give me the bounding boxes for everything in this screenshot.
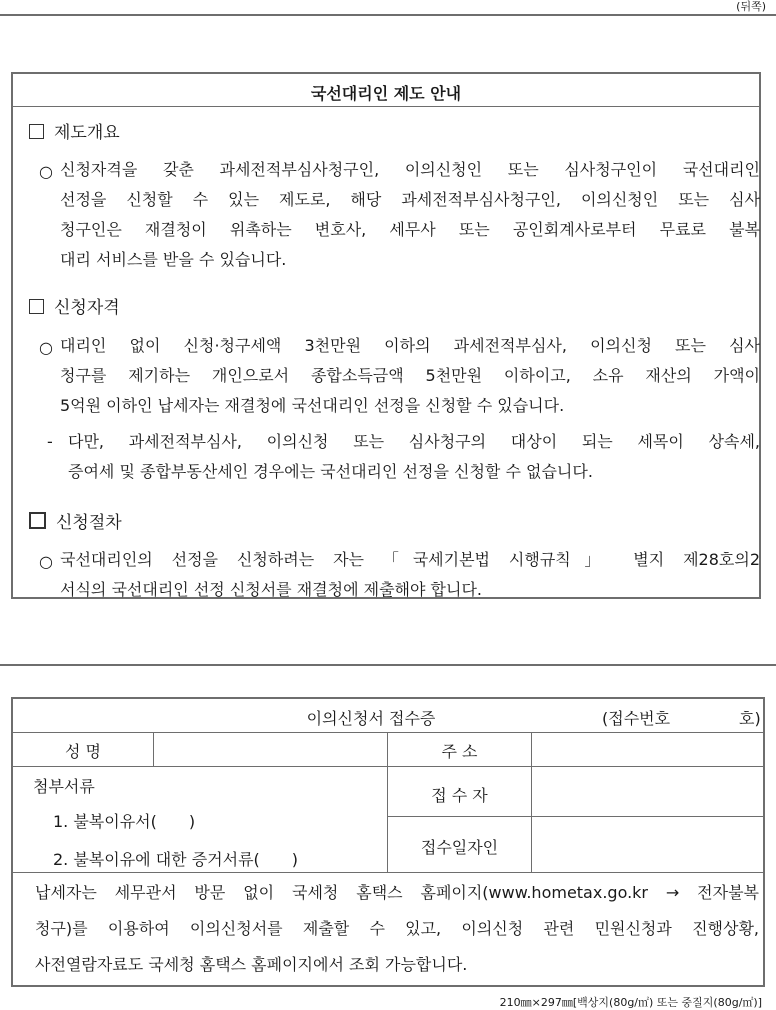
paper-spec-footnote: 210㎜×297㎜[백상지(80g/㎡) 또는 중질지(80g/㎡)] (499, 996, 762, 1009)
attachment-item-1: 1. 불복이유서( ) (53, 812, 196, 831)
circle-bullet-icon: ○ (39, 338, 53, 357)
address-field[interactable] (532, 733, 763, 766)
cut-divider (0, 664, 776, 666)
receipt-date-label: 접수일자인 (420, 838, 499, 857)
attachment-item-2: 2. 불복이유에 대한 증거서류( ) (53, 850, 299, 869)
checkbox-square-icon (29, 512, 46, 529)
receipt-title: 이의신청서 접수증 (306, 709, 436, 728)
name-field[interactable] (154, 733, 387, 766)
checkbox-square-icon (29, 299, 44, 314)
receipt-number-label: (접수번호 (602, 709, 671, 728)
procedure-paragraph: 국선대리인의 선정을 신청하려는 자는 「국세기본법 시행규칙」 별지 제28호의2 서식의 국선대리인 선정 신청서를 재결청에 제출해야 합니다. (60, 550, 760, 599)
receiver-field[interactable] (532, 767, 763, 816)
hometax-notice: 납세자는 세무관서 방문 없이 국세청 홈택스 홈페이지(www.hometax.go.kr → 전자불복 청구)를 이용하여 이의신청서를 제출할 수 있고, 이의신청 관련 민원신청과 진행상황, 사전열람자료도 국세청 홈택스 홈페이지에서 조회 가능합니다. (35, 883, 759, 974)
public-representative-guide (11, 72, 761, 599)
overview-paragraph: 신청자격을 갖춘 과세전적부심사청구인, 이의신청인 또는 심사청구인이 국선대리인 선정을 신청할 수 있는 제도로, 해당 과세전적부심사청구인, 이의신청인 또는 심사 청구인은 재결청이 위촉하는 변호사, 세무사 또는 공인회계사로부터 무료로 불복 대리 서비스를 받을 수 있습니다. (60, 160, 760, 269)
section-heading-procedure: 신청절차 (29, 508, 122, 533)
back-side-label: (뒤쪽) (736, 0, 766, 13)
receipt-date-stamp-field[interactable] (532, 817, 763, 872)
objection-receipt (11, 697, 765, 987)
section-heading-eligibility: 신청자격 (29, 293, 120, 318)
circle-bullet-icon: ○ (39, 552, 53, 571)
address-label: 주 소 (441, 742, 478, 761)
eligibility-paragraph: 대리인 없이 신청·청구세액 3천만원 이하의 과세전적부심사, 이의신청 또는 심사 청구를 제기하는 개인으로서 종합소득금액 5천만원 이하이고, 소유 재산의 가액이 5억원 이하인 납세자는 재결청에 국선대리인 선정을 신청할 수 있습니다. (60, 336, 760, 415)
guide-title-row (13, 74, 759, 107)
checkbox-square-icon (29, 124, 44, 139)
name-label: 성 명 (65, 742, 101, 761)
top-divider (0, 14, 776, 16)
guide-title: 국선대리인 제도 안내 (310, 84, 462, 103)
dash-bullet-icon: - (47, 432, 53, 451)
attachments-label: 첨부서류 (33, 777, 95, 796)
receiver-label: 접 수 자 (431, 786, 488, 805)
circle-bullet-icon: ○ (39, 162, 53, 181)
receipt-number-suffix: 호) (739, 709, 761, 728)
eligibility-exception-paragraph: 다만, 과세전적부심사, 이의신청 또는 심사청구의 대상이 되는 세목이 상속세, 증여세 및 종합부동산세인 경우에는 국선대리인 선정을 신청할 수 없습니다. (68, 432, 760, 481)
section-heading-overview: 제도개요 (29, 118, 120, 143)
